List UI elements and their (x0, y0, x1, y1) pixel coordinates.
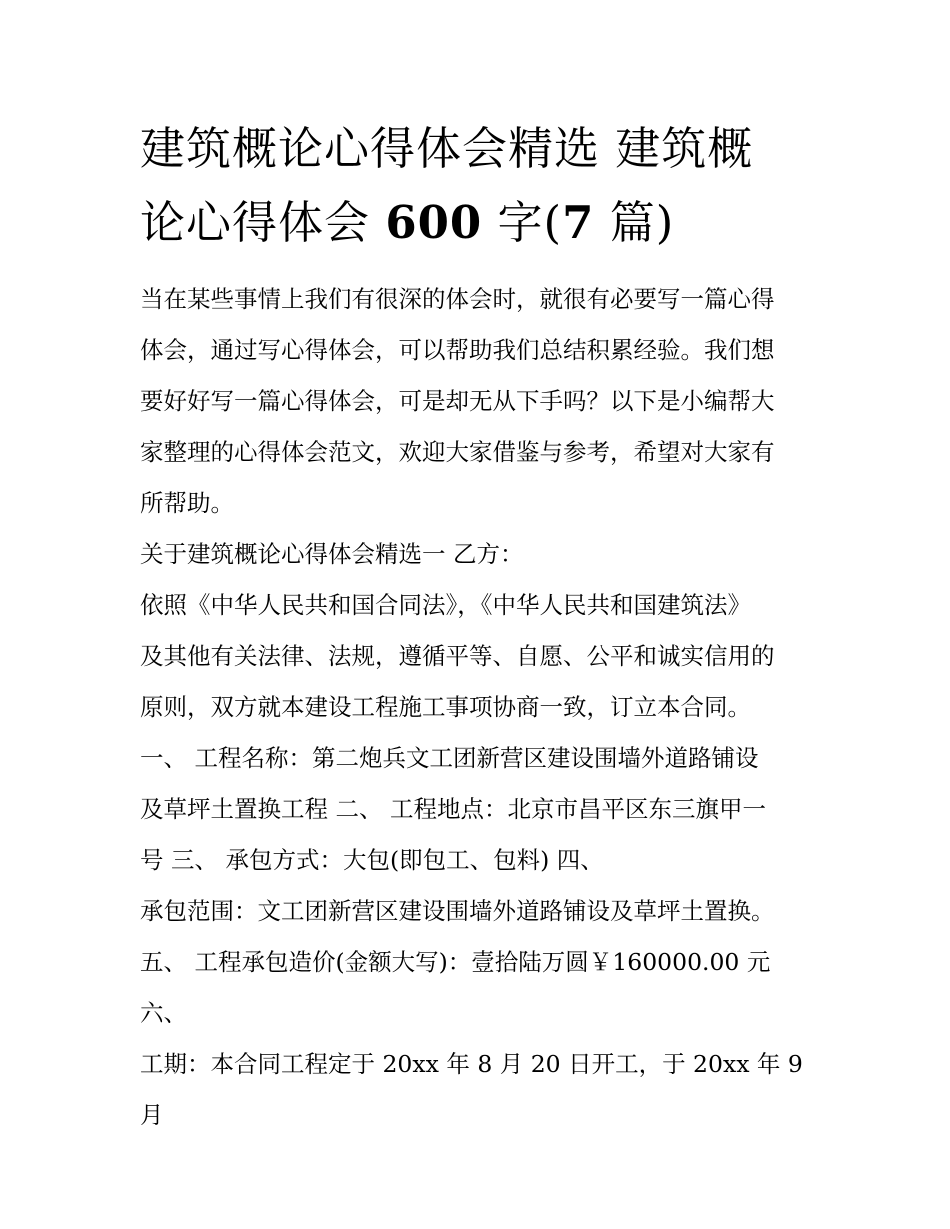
document-page (140, 112, 820, 1141)
body-line: 体会，通过写心得体会，可以帮助我们总结积累经验。我们想 (140, 336, 775, 364)
body-line: 及草坪土置换工程 二、 工程地点：北京市昌平区东三旗甲一 (140, 795, 766, 823)
body-line: 当在某些事情上我们有很深的体会时，就很有必要写一篇心得 (140, 285, 775, 313)
title-line-2-suffix: 篇) (594, 196, 675, 249)
title-line-2-prefix: 论心得体会 (140, 196, 386, 249)
title-article-count: 7 (562, 196, 595, 249)
body-line: 承包范围：文工团新营区建设围墙外道路铺设及草坪土置换。 (140, 897, 775, 925)
body-line: 家整理的心得体会范文，欢迎大家借鉴与参考，希望对大家有 (140, 438, 775, 466)
body-line: 工期：本合同工程定于 20xx 年 8 月 20 日开工，于 20xx 年 9 月 (140, 1050, 803, 1129)
body-line: 五、 工程承包造价(金额大写)：壹拾陆万圆￥160000.00 元 (140, 948, 771, 976)
body-line: 要好好写一篇心得体会，可是却无从下手吗？以下是小编帮大 (140, 387, 775, 415)
body-line: 原则，双方就本建设工程施工事项协商一致，订立本合同。 (140, 693, 751, 721)
title-line-1: 建筑概论心得体会精选 建筑概 (140, 122, 754, 175)
body-line: 号 三、 承包方式：大包(即包工、包料) 四、 (140, 846, 604, 874)
title-line-2-mid: 字( (482, 196, 563, 249)
body-line: 及其他有关法律、法规，遵循平等、自愿、公平和诚实信用的 (140, 642, 775, 670)
document-title (140, 112, 820, 260)
document-body (140, 274, 820, 1141)
body-line: 所帮助。 (140, 489, 234, 517)
body-line: 一、 工程名称：第二炮兵文工团新营区建设围墙外道路铺设 (140, 744, 759, 772)
section-heading: 关于建筑概论心得体会精选一 乙方： (140, 540, 524, 568)
title-word-count: 600 (385, 196, 483, 249)
body-line: 依照《中华人民共和国合同法》，《中华人民共和国建筑法》 (140, 591, 751, 619)
body-line: 六、 (140, 999, 187, 1027)
